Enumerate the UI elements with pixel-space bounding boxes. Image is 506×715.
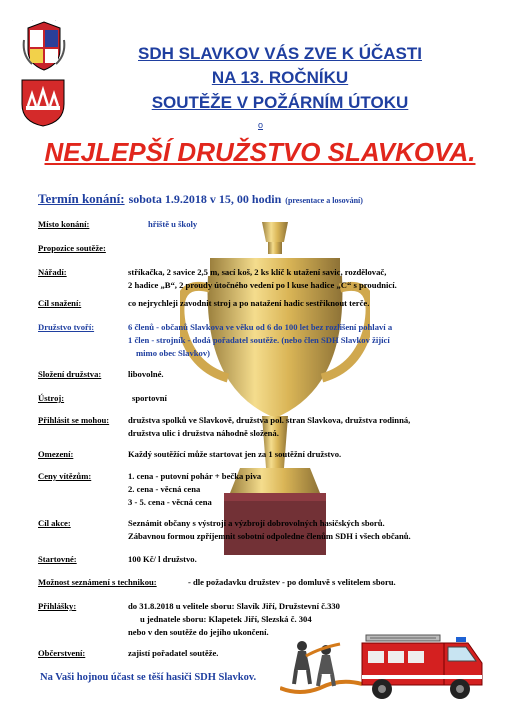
propozice-label: Propozice soutěže:	[38, 243, 106, 253]
naradi-line-2: 2 hadice „B“, 2 proudy útočného vedení po l kuse hadice „C“ s proudnicí.	[128, 280, 397, 290]
ustroj-label: Ústroj:	[38, 393, 65, 403]
headline-line-2: NA 13. ROČNÍKU	[211, 68, 349, 87]
omezeni-value: Každý soutěžící může startovat jen za 1 soutěžní družstvo.	[128, 449, 342, 459]
cil-value: co nejrychleji zavodnit stroj a po natažení hadic sestřiknout terče.	[128, 298, 370, 308]
headline-conjunction: o	[258, 120, 264, 130]
cil-label: Cíl snažení:	[38, 298, 82, 308]
slozeni-label: Složení družstva:	[38, 369, 102, 379]
cil-akce-line-1: Seznámit občany s výstrojí a výzbrojí dobrovolných hasičských sborů.	[128, 518, 385, 528]
prihlasky-line-3: nebo v den soutěže do jejího ukončení.	[128, 627, 269, 637]
druzstvo-line-1: 6 členů - občanů Slavkova ve věku od 6 do 100 let bez rozlišení pohlaví a	[128, 322, 393, 332]
date-note: (presentace a losování)	[285, 196, 363, 205]
druzstvo-line-3: mimo obec Slavkov)	[136, 348, 210, 358]
fire-truck-icon	[360, 625, 485, 703]
startovne-label: Startovné:	[38, 554, 77, 564]
prihlasit-line-1: družstva spolků ve Slavkově, družstva pol. stran Slavkova, družstva rodinná,	[128, 415, 411, 425]
obcerstveni-label: Občerstvení:	[38, 648, 86, 658]
omezeni-label: Omezení:	[38, 449, 74, 459]
moznost-label: Možnost seznámení s technikou:	[38, 577, 157, 587]
prihlasit-label: Přihlásit se mohou:	[38, 415, 110, 425]
misto-value: hřiště u školy	[148, 219, 198, 229]
date-line	[38, 190, 363, 208]
druzstvo-label: Družstvo tvoří:	[38, 322, 95, 332]
misto-label: Místo konání:	[38, 219, 90, 229]
ceny-line-1: 1. cena - putovní pohár + bečka piva	[128, 471, 262, 481]
date-value: sobota 1.9.2018 v 15, 00 hodin	[128, 192, 282, 206]
ceny-line-3: 3 - 5. cena - věcná cena	[128, 497, 212, 507]
naradi-line-1: stříkačka, 2 savice 2,5 m, sací koš, 2 ks klíč k utažení savic, rozdělovač,	[128, 267, 387, 277]
cil-akce-line-2: Zábavnou formou zpříjemnit sobotní odpoledne členům SDH i všech občanů.	[128, 531, 411, 541]
headline-line-3: SOUTĚŽE V POŽÁRNÍM ÚTOKU	[151, 93, 409, 112]
cil-akce-label: Cíl akce:	[38, 518, 71, 528]
startovne-value: 100 Kč/ l družstvo.	[128, 554, 197, 564]
ceny-line-2: 2. cena - věcná cena	[128, 484, 201, 494]
prihlasky-line-2: u jednatele sboru: Klapetek Jiří, Slezská č. 304	[140, 614, 312, 624]
prihlasky-line-1: do 31.8.2018 u velitele sboru: Slavík Jiří, Družstevní č.330	[128, 601, 340, 611]
headline-line-1: SDH SLAVKOV VÁS ZVE K ÚČASTI	[138, 44, 422, 63]
event-subtitle: NEJLEPŠÍ DRUŽSTVO SLAVKOVA.	[44, 137, 476, 167]
footer-invitation: Na Vaši hojnou účast se těší hasiči SDH Slavkov.	[40, 672, 257, 683]
ustroj-value: sportovní	[132, 393, 167, 403]
date-label: Termín konání:	[38, 191, 125, 206]
firefighters-hose-icon	[280, 638, 365, 696]
obcerstveni-value: zajistí pořadatel soutěže.	[128, 648, 219, 658]
druzstvo-line-2: 1 člen - strojník - dodá pořadatel soutěže. (nebo člen SDH Slavkov žijící	[128, 335, 390, 345]
moznost-value: - dle požadavku družstev - po domluvě s velitelem sboru.	[188, 577, 396, 587]
ceny-label: Ceny vítězům:	[38, 471, 92, 481]
slozeni-value: libovolné.	[128, 369, 164, 379]
naradi-label: Nářadí:	[38, 267, 67, 277]
prihlasky-label: Přihlášky:	[38, 601, 77, 611]
prihlasit-line-2: družstva ulic i družstva náhodně složená.	[128, 428, 279, 438]
